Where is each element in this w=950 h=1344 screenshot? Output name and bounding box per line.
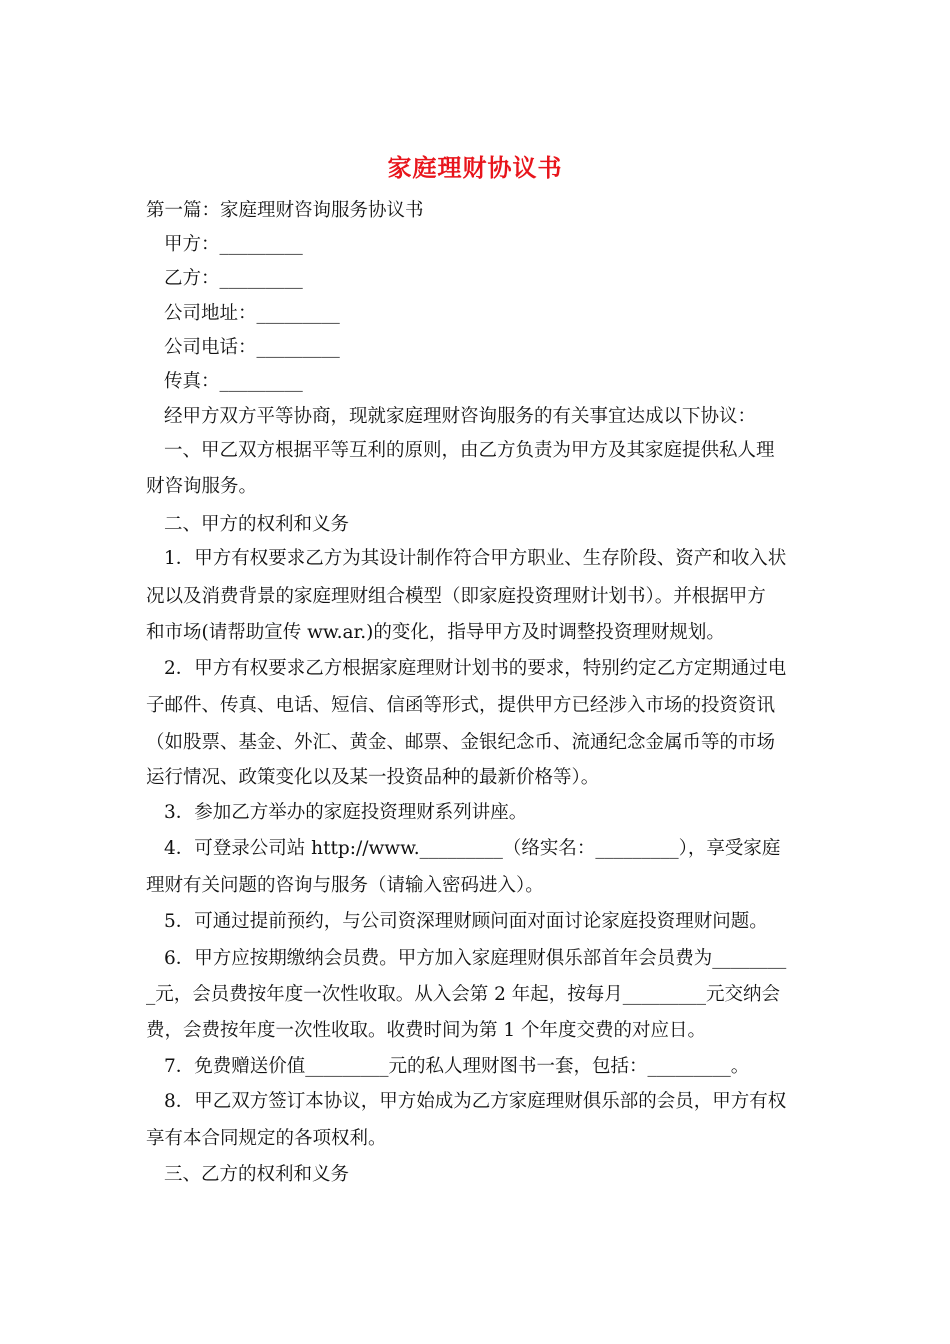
clause1-line: 一、甲乙双方根据平等互利的原则，由乙方负责为甲方及其家庭提供私人理 bbox=[164, 440, 775, 461]
item1-line: 1．甲方有权要求乙方为其设计制作符合甲方职业、生存阶段、资产和收入状 bbox=[164, 548, 787, 569]
party-a-field: 甲方：_________ bbox=[164, 234, 303, 255]
item1-line: 况以及消费背景的家庭理财组合模型（即家庭投资理财计划书）。并根据甲方 bbox=[146, 586, 766, 607]
item6-line: _元，会员费按年度一次性收取。从入会第 2 年起，按每月_________元交纳会 bbox=[146, 984, 781, 1005]
item5-line: 5．可通过提前预约，与公司资深理财顾问面对面讨论家庭投资理财问题。 bbox=[164, 911, 768, 932]
item2-line: 子邮件、传真、电话、短信、信函等形式，提供甲方已经涉入市场的投资资讯 bbox=[146, 695, 776, 716]
section2-heading: 二、甲方的权利和义务 bbox=[164, 514, 350, 535]
item2-line: 2．甲方有权要求乙方根据家庭理财计划书的要求，特别约定乙方定期通过电 bbox=[164, 658, 787, 679]
item8-line: 8．甲乙双方签订本协议，甲方始成为乙方家庭理财俱乐部的会员，甲方有权 bbox=[164, 1091, 787, 1112]
item6-line: 费，会费按年度一次性收取。收费时间为第 1 个年度交费的对应日。 bbox=[146, 1020, 707, 1041]
item8-line: 享有本合同规定的各项权利。 bbox=[146, 1128, 387, 1149]
item7-line: 7．免费赠送价值_________元的私人理财图书一套，包括：_________。 bbox=[164, 1056, 750, 1077]
clause1-line: 财咨询服务。 bbox=[146, 476, 258, 497]
item6-line: 6．甲方应按期缴纳会员费。甲方加入家庭理财俱乐部首年会员费为________ bbox=[164, 948, 787, 969]
item4-line: 理财有关问题的咨询与服务（请输入密码进入）。 bbox=[146, 875, 544, 896]
subtitle: 第一篇：家庭理财咨询服务协议书 bbox=[146, 200, 424, 221]
party-b-field: 乙方：_________ bbox=[164, 268, 303, 289]
fax-field: 传真：_________ bbox=[164, 371, 303, 392]
intro-paragraph: 经甲方双方平等协商，现就家庭理财咨询服务的有关事宜达成以下协议： bbox=[164, 406, 757, 427]
item1-line: 和市场(请帮助宣传 ww.ar.)的变化，指导甲方及时调整投资理财规划。 bbox=[146, 622, 725, 643]
item4-line: 4．可登录公司站 http://www._________（络实名：_________），享受家庭 bbox=[164, 838, 781, 859]
item2-line: 运行情况、政策变化以及某一投资品种的最新价格等）。 bbox=[146, 767, 600, 788]
item3-line: 3．参加乙方举办的家庭投资理财系列讲座。 bbox=[164, 802, 528, 823]
document-title: 家庭理财协议书 bbox=[387, 153, 563, 182]
company-phone-field: 公司电话：_________ bbox=[164, 337, 340, 358]
company-address-field: 公司地址：_________ bbox=[164, 303, 340, 324]
section3-heading: 三、乙方的权利和义务 bbox=[164, 1164, 350, 1185]
item2-line: （如股票、基金、外汇、黄金、邮票、金银纪念币、流通纪念金属币等的市场 bbox=[146, 732, 776, 753]
